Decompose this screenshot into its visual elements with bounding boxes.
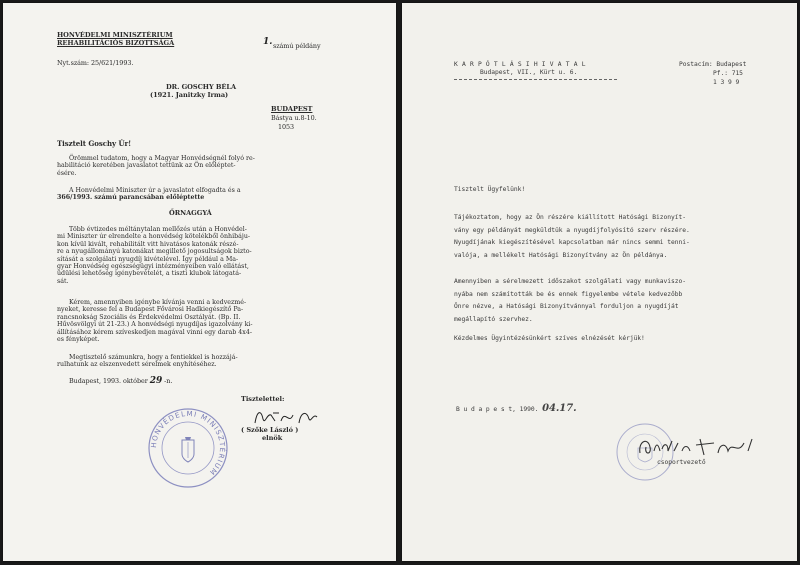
paragraph-3-line: sítását a szolgálati nyugdíj kivételével. Így például a Ma-	[57, 255, 239, 263]
right-date-handwritten: 04.17.	[542, 403, 577, 414]
closing: Tisztelettel:	[241, 395, 285, 403]
right-signer-title: csoportvezető	[657, 459, 706, 466]
recipient-city: BUDAPEST	[271, 105, 313, 113]
stamp-text: HONVÉDELMI MINISZTÉRIUM	[149, 409, 227, 477]
ministry-stamp	[146, 406, 230, 490]
right-paragraph-2-line: megállapító szervhez.	[454, 315, 533, 323]
copy-number-handwritten: 1.	[263, 37, 273, 47]
salutation: Tisztelt Goschy Úr!	[57, 139, 132, 148]
right-paragraph-2	[454, 276, 686, 326]
right-paragraph-1	[454, 212, 690, 262]
paragraph-3-line: sát.	[57, 277, 69, 285]
date-line	[69, 378, 172, 385]
right-signature	[634, 433, 774, 459]
right-date-line	[456, 405, 577, 413]
po-box: Pf.: 715	[713, 70, 743, 77]
paragraph-1-line: ésére.	[57, 169, 77, 177]
paragraph-4-line: Kérem, amennyiben igénybe kívánja venni a kedvezmé-	[69, 299, 247, 306]
postal-label: Postacím: Budapest	[679, 61, 747, 68]
paragraph-5-line: rulhatunk az elszenvedett sérelmek enyhítéséhez.	[57, 361, 217, 369]
paragraph-4-line: nyeket, keresse fel a Budapest Fővárosi Hadkiegészítő Pa-	[57, 306, 244, 314]
date-prefix: Budapest, 1993. október	[69, 377, 148, 385]
right-date-prefix: B u d a p e s t, 1990.	[456, 406, 539, 413]
org-name-line1: HONVÉDELMI MINISZTÉRIUM	[57, 31, 173, 39]
date-day-handwritten: 29	[149, 376, 163, 386]
right-paragraph-1-line: Nyugdíjának kiegészítésével kapcsolatban már nincs semmi tenni-	[454, 239, 690, 246]
paragraph-1-line: Örömmel tudatom, hogy a Magyar Honvédségnél folyó re-	[69, 155, 255, 162]
right-paragraph-2-line: nyába nem számították be és ennek figyelembe vétele kedvezőbb	[454, 290, 683, 298]
paragraph-3	[57, 226, 352, 285]
recipient-zip: 1053	[278, 123, 295, 131]
paragraph-2	[57, 187, 347, 202]
rank-title: ŐRNAGGYÁ	[169, 209, 212, 217]
recipient-street: Bástya u.8-10.	[271, 114, 317, 122]
paragraph-4-line: es fényképet.	[57, 336, 100, 344]
recipient-name: DR. GOSCHY BÉLA	[166, 83, 237, 91]
paragraph-1-line: habilitáció keretében javaslatot tettünk az Ön előléptet-	[57, 162, 236, 170]
right-document-page	[402, 3, 797, 561]
signature-scribble	[251, 405, 321, 427]
paragraph-3-line: re a nyugállományú katonákat megillető jogosultságok bizto-	[57, 248, 252, 256]
salutation-right: Tisztelt Ügyfelünk!	[454, 186, 526, 193]
org-name-line2: REHABILITÁCIÓS BIZOTTSÁGA	[57, 39, 175, 47]
paragraph-4-line: állításához kérem szíveskedjen magával vinni egy darab 4x4-	[57, 328, 252, 336]
paragraph-3-line: gyar Honvédség egészségügyi intézményeiben való ellátást,	[57, 263, 249, 271]
reference-number: Nyt.szám: 25/621/1993.	[57, 59, 134, 67]
signer-title: elnök	[262, 434, 283, 442]
paragraph-3-line: Több évtizedes méltánytalan mellőzés után a Honvédel-	[69, 226, 247, 233]
paragraph-2-line: 366/1993. számú parancsában előléptette	[57, 194, 205, 202]
right-paragraph-1-line: Tájékoztatom, hogy az Ön részére kiállított Hatósági Bizonyít-	[454, 214, 686, 221]
copy-number-label: számú példány	[273, 42, 321, 50]
paragraph-1	[57, 155, 347, 177]
paragraph-4	[57, 299, 352, 343]
left-document-page	[3, 3, 396, 561]
paragraph-3-line: mi Miniszter úr elrendelte a honvédség kötelékből önhibáju-	[57, 233, 251, 241]
po-code: 1 3 9 9	[713, 79, 740, 86]
recipient-birth: (1921. Janitzky Irma)	[150, 91, 229, 99]
office-address: Budapest, VII., Kürt u. 6.	[480, 69, 578, 76]
right-paragraph-1-line: vány egy példányát megküldtük a nyugdíjfolyósító szerv részére.	[454, 226, 690, 234]
paragraph-5-line: Megtisztelő számunkra, hogy a fentiekkel is hozzájá-	[69, 354, 238, 361]
paragraph-3-line: üdülési lehetőség igénybevételét, a tiszti klubok látogatá-	[57, 270, 242, 278]
right-paragraph-1-line: valója, a mellékelt Hatósági Bizonyítvány az Ön példánya.	[454, 251, 668, 259]
paragraph-2-line: A Honvédelmi Miniszter úr a javaslatot elfogadta és a	[69, 187, 241, 194]
paragraph-4-line: rancsnokság Szociális és Érdekvédelmi Osztályát. (Bp. II.	[57, 313, 241, 321]
right-paragraph-3: Kézdelmes Ügyintézésünkért szíves elnézését kérjük!	[454, 335, 645, 342]
paragraph-5	[57, 354, 352, 369]
office-name: K A R P Ó T L Á S I H I V A T A L	[454, 61, 586, 68]
header-underline	[454, 79, 617, 80]
right-paragraph-2-line: Amennyiben a sérelmezett időszakot szolgálati vagy munkaviszo-	[454, 278, 686, 285]
paragraph-4-line: Hűvösvölgyi út 21-23.) A honvédségi nyugdíjas igazolvány ki-	[57, 321, 253, 329]
paragraph-3-line: kon kívül kivált, rehabilitált vitt hivatásos katonák részé-	[57, 240, 239, 248]
date-suffix: -n.	[164, 377, 173, 385]
signer-name: ( Szőke László )	[241, 426, 299, 434]
right-paragraph-2-line: Önre nézve, a Hatósági Bizonyítvánnyal forduljon a nyugdíját	[454, 303, 679, 310]
